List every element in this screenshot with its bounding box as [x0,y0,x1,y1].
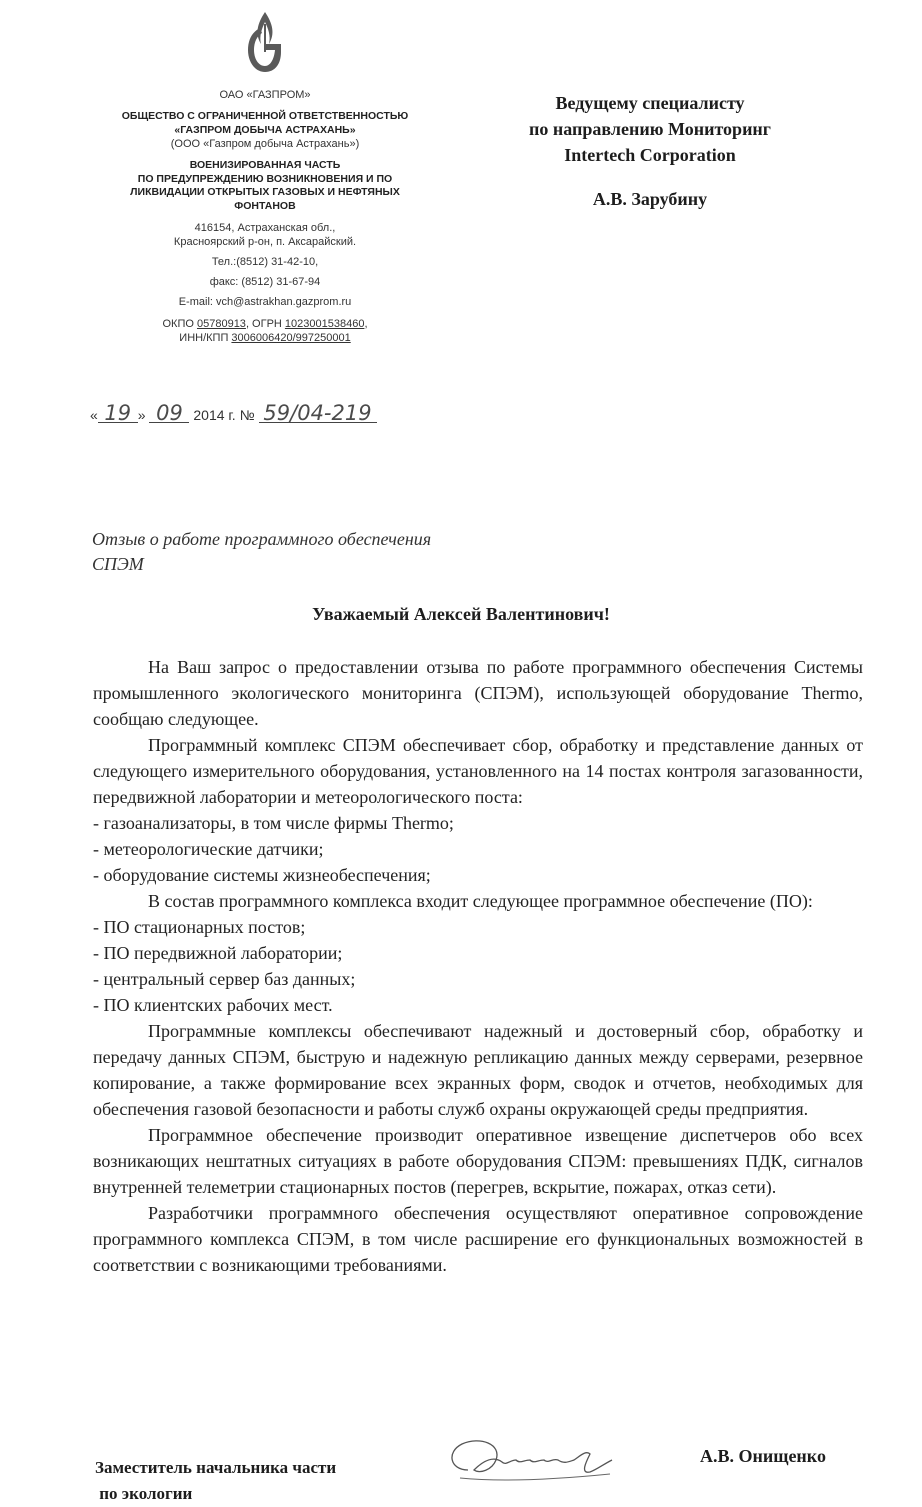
list-item: - газоанализаторы, в том числе фирмы Thermo; [93,813,454,833]
ogrn-value: 1023001538460 [284,318,365,330]
paragraph-3: В состав программного комплекса входит следующее программное обеспечение (ПО): [148,891,813,911]
addressee-block [490,90,810,212]
date-day: 19 [98,404,138,423]
address-line-2: Красноярский р-он, п. Аксарайский. [173,236,357,248]
fax-number: факс: (8512) 31-67-94 [209,276,321,288]
paragraph-6: Разработчики программного обеспечения осуществляют оперативное сопровождение программного комплекса СПЭМ, в том числе расширение его функциональных возможностей в соответствии с возникающими требованиями. [93,1203,863,1275]
salutation: Уважаемый Алексей Валентинович! [312,604,610,624]
paragraph-1: На Ваш запрос о предоставлении отзыва по работе программного обеспечения Системы промышленного экологического мониторинга (СПЭМ), использующей оборудование Thermo, сообщаю следующее. [93,657,863,729]
okpo-ogrn-line: ОКПО 05780913, ОГРН 1023001538460, [162,318,368,330]
addressee-name: А.В. Зарубину [592,189,708,209]
inn-line [95,331,435,345]
addressee-line-2: по направлению Мониторинг [529,119,771,139]
company-name: ОАО «ГАЗПРОМ» [219,89,311,101]
letter-body [93,654,863,1278]
handwritten-signature [440,1430,640,1490]
org-line-2: «ГАЗПРОМ ДОБЫЧА АСТРАХАНЬ» [174,123,356,136]
addressee-line-1: Ведущему специалисту [555,93,745,113]
subject-line-2: СПЭМ [92,554,144,574]
subject-block [92,527,552,577]
list-item: - ПО передвижной лаборатории; [93,943,343,963]
phone-number: Тел.:(8512) 31-42-10, [211,256,319,268]
okpo-label: ОКПО [162,318,197,330]
ogrn-label: , ОГРН [245,318,285,330]
addressee-line-3: Intertech Corporation [564,145,736,165]
list-item: - оборудование системы жизнеобеспечения; [93,865,431,885]
letterhead [95,8,435,345]
signatory-title-line-2: по экологии [95,1484,193,1503]
paragraph-5: Программное обеспечение производит оперативное извещение диспетчеров обо всех возникающих нештатных ситуациях в работе оборудования СПЭМ: превышениях ПДК, сигналов внутренней телеметрии стационарных постов (перегрев, вскрытие, пожарах, отказ сети). [93,1125,863,1197]
unit-line-2: ПО ПРЕДУПРЕЖДЕНИЮ ВОЗНИКНОВЕНИЯ И ПО [137,172,393,185]
email-address: E-mail: vch@astrakhan.gazprom.ru [178,296,352,308]
paragraph-4: Программные комплексы обеспечивают надежный и достоверный сбор, обработку и передачу данных СПЭМ, быструю и надежную репликацию данных между серверами, резервное копирование, а также формирование всех экранных форм, сводок и отчетов, необходимых для обеспечения газовой безопасности и работы служб охраны окружающей среды предприятия. [93,1021,863,1119]
paragraph-2: Программный комплекс СПЭМ обеспечивает сбор, обработку и представление данных от следующего измерительного оборудования, установленного на 14 постах контроля загазованности, передвижной лаборатории и метеорологического поста: [93,735,863,807]
outgoing-number: 59/04-219 [259,404,377,423]
address-line-1: 416154, Астраханская обл., [194,222,336,234]
signatory-name: А.В. Онищенко [700,1446,826,1466]
date-close-quote: » [137,407,146,423]
signatory-title-line-1: Заместитель начальника части [95,1458,337,1477]
list-item: - метеорологические датчики; [93,839,324,859]
inn-value: 3006006420/997250001 [231,332,351,344]
unit-line-3: ЛИКВИДАЦИИ ОТКРЫТЫХ ГАЗОВЫХ И НЕФТЯНЫХ [130,186,400,198]
unit-line-1: ВОЕНИЗИРОВАННАЯ ЧАСТЬ [189,159,341,171]
date-number-line [90,401,377,425]
unit-line-4: ФОНТАНОВ [234,199,296,212]
date-year-text: 2014 г. № [193,407,255,423]
org-line-1: ОБЩЕСТВО С ОГРАНИЧЕННОЙ ОТВЕТСТВЕННОСТЬЮ [121,110,409,122]
signatory-title [95,1455,336,1507]
list-item: - ПО клиентских рабочих мест. [93,995,333,1015]
okpo-value: 05780913 [196,318,246,330]
inn-label: ИНН/КПП [179,332,232,344]
list-item: - ПО стационарных постов; [93,917,306,937]
date-open-quote: « [90,407,98,423]
subject-line-1: Отзыв о работе программного обеспечения [92,529,432,549]
list-item: - центральный сервер баз данных; [93,969,356,989]
org-short-name: (ООО «Газпром добыча Астрахань») [170,138,360,150]
gazprom-logo-icon [235,8,295,88]
date-month: 09 [149,404,189,423]
